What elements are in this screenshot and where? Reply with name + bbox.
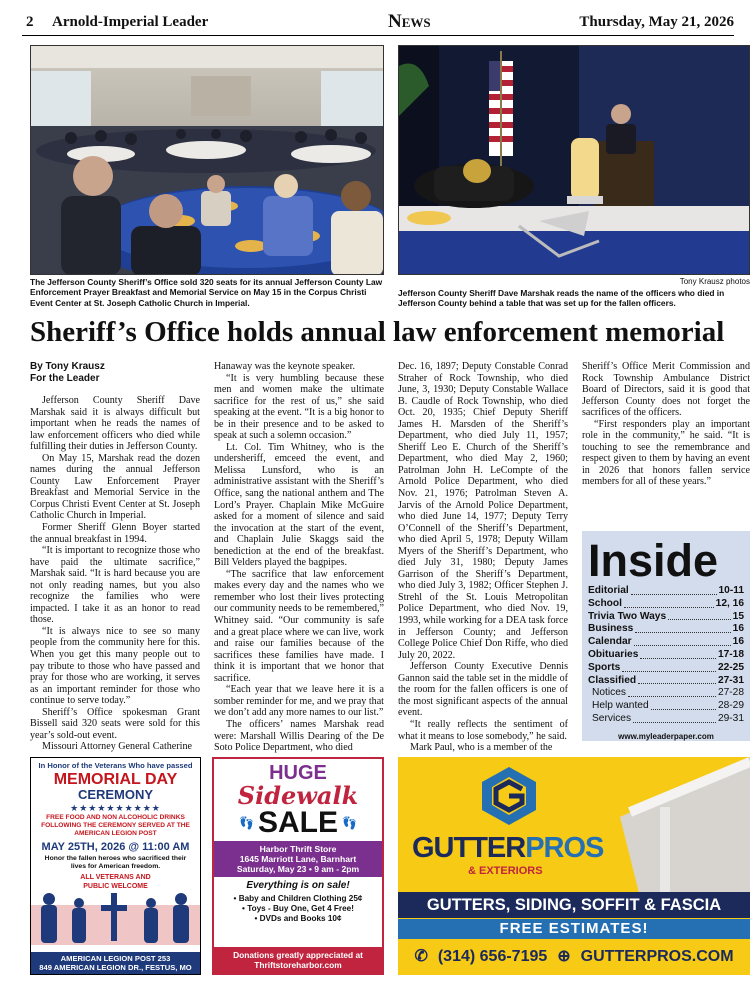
paragraph: “It really reflects the sentiment of what it means to lose somebody,” he said. — [398, 718, 568, 742]
brand-tagline: & EXTERIORS — [468, 865, 543, 877]
globe-icon: ⊕ — [557, 948, 571, 965]
leader-dots — [633, 713, 716, 723]
footprints-icon: 👣 — [342, 816, 357, 830]
inside-entry-label: Notices — [592, 687, 626, 699]
inside-entry — [582, 585, 750, 598]
ad-title: MEMORIAL DAY — [53, 771, 178, 788]
inside-entry — [582, 687, 750, 700]
free-estimates: FREE ESTIMATES! — [398, 919, 750, 939]
legion-memorial-ad[interactable] — [30, 757, 201, 975]
inside-entry-pages: 22-25 — [717, 661, 744, 673]
paragraph: Sheriff’s Office spokesman Grant Bissell said 320 seats were sold for this year’s sold-out event. — [30, 706, 200, 741]
article-column-3 — [398, 361, 568, 754]
inside-entry — [582, 700, 750, 713]
sidewalk-sale-ad[interactable] — [212, 757, 384, 975]
gutter-pros-ad[interactable] — [398, 757, 750, 975]
inside-entry — [582, 611, 750, 624]
ad-everything: Everything is on sale! — [246, 880, 350, 891]
leader-dots — [640, 649, 716, 659]
paragraph: Sheriff’s Office Merit Commission and Rock Township Ambulance District Board of Directors, said it is good that Jefferson County does not forget the sacrifices of the officers. — [582, 361, 750, 419]
paragraph: “First responders play an important role in the community,” he said. “It is touching to see the remembrance and respect given to them by having an event in 2026 that honors fallen service members for all of these years.” — [582, 418, 750, 488]
leader-dots — [631, 585, 717, 595]
leader-dots — [651, 700, 716, 710]
page-number: 2 — [26, 14, 34, 30]
ad-huge: HUGE — [269, 762, 327, 784]
banquet-photo-caption: The Jefferson County Sheriff’s Office sold 320 seats for its annual Jefferson County Law Enforcement Prayer Breakfast and Memorial Service on May 15 in the Corpus Christi Event Center at St. Joseph Catholic Church in Imperial. — [30, 277, 383, 308]
byline-author: By Tony Krausz — [30, 361, 105, 372]
website-link[interactable]: www.myleaderpaper.com — [618, 731, 714, 741]
brand-gutter: GUTTER — [412, 832, 526, 864]
paragraph: On May 15, Marshak read the dozen names during the annual Jefferson County Law Enforcement Prayer Breakfast and Memorial Service in the Corpus Christi Event Center at St. Joseph Catholic Church in Imperial. — [30, 452, 200, 522]
sale-item: • DVDs and Books 10¢ — [254, 914, 342, 924]
inside-entry-pages: 10-11 — [718, 585, 744, 596]
inside-entry-label: Services — [592, 712, 632, 724]
legion-address: 849 AMERICAN LEGION DR., FESTUS, MO — [39, 963, 192, 972]
inside-title: Inside — [588, 535, 719, 586]
house-eave-graphic — [620, 757, 750, 897]
article-column-2 — [214, 361, 384, 754]
inside-entry-label: Editorial — [588, 585, 629, 596]
store-block — [214, 841, 382, 877]
ad-sale: SALE — [257, 806, 338, 839]
sale-footer — [214, 947, 382, 973]
leader-dots — [628, 687, 716, 697]
paragraph: “Each year that we leave here it is a somber reminder for me, and we pray that we don’t add any more names to our list.” — [214, 684, 384, 719]
inside-entry-label: Trivia Two Ways — [588, 610, 667, 622]
legion-post: AMERICAN LEGION POST 253 — [60, 954, 171, 963]
article-column-1 — [30, 361, 200, 753]
inside-entry-label: Sports — [588, 661, 621, 673]
brand-pros: PROS — [525, 832, 604, 864]
inside-entry — [582, 623, 750, 636]
banquet-photo — [30, 45, 384, 275]
leader-dots — [668, 611, 731, 621]
article-headline: Sheriff’s Office holds annual law enforcement memorial — [30, 316, 725, 348]
footprints-icon: 👣 — [239, 816, 254, 830]
paragraph: Dec. 16, 1897; Deputy Constable Conrad Straher of Rock Township, who died June, 3, 1930; Deputy Constable Wallace B. Caudle of Rock Township, who died Oct. 20, 1935; Chief Deputy Sheriff James H. Marsden of the Sheriff’s Department, who died July 11, 1957; Sheriff Leo E. Church of the Sheriff’s Department, who died May 2, 1960; Patrolman John H. LeCompte of the Arnold Police Department, who died Nov. 21, 1976; Patrolman Steven A. Jarvis of the Arnold Police Department, who died June 14, 1977; Deputy Terry O’Connell of the Sheriff’s Department, who died April 5, 1978; Deputy Willam Myers of the Sheriff’s Department, who died July 31, 1980; Deputy James Garrison of the Sheriff’s Department, who died July 3, 1982; Officer Stephen J. Strehl of the St. Louis Metropolitan Police Department, who died Nov. 19, 1993, while working for a DEA task force in Jefferson County; and Jefferson College Police Chief Don Riffe, who died July 20, 2022. — [398, 361, 568, 661]
star-row: ★★★★★★★★★★ — [70, 803, 161, 813]
inside-entry — [582, 636, 750, 649]
inside-index-box — [582, 531, 750, 741]
inside-entry-pages: 15 — [732, 610, 744, 622]
byline-org: For the Leader — [30, 373, 100, 384]
leader-dots — [638, 675, 716, 685]
leader-dots — [622, 662, 716, 672]
inside-entry-label: Classified — [588, 674, 637, 686]
services-banner: GUTTERS, SIDING, SOFFIT & FASCIA — [398, 892, 750, 918]
ad-sidewalk: Sidewalk — [237, 781, 359, 810]
sale-items — [214, 894, 382, 925]
inside-entry-label: Help wanted — [592, 700, 649, 712]
ad-honor: Honor the fallen heroes who sacrificed their lives for American freedom. — [44, 855, 187, 870]
ad-free-food: FREE FOOD AND NON ALCOHOLIC DRINKS FOLLOWING THE CEREMONY SERVED AT THE AMERICAN LEGION POST — [41, 814, 190, 837]
ad-welcome: ALL VETERANS AND PUBLIC WELCOME — [80, 874, 151, 890]
thrift-website[interactable]: Thriftstoreharbor.com — [254, 960, 342, 970]
gutter-logo-icon — [478, 765, 540, 827]
paragraph: Jefferson County Sheriff Dave Marshak said it is always difficult but important when he reads the names of law enforcement officers who died while fulfilling their duties in Jefferson County. — [30, 395, 200, 453]
paragraph: “It is always nice to see so many people from the community here for this. When you get this many people out to pay tribute to those who have passed and pray for those who are working, it serves as an important reminder for those who continue to serve today.” — [30, 625, 200, 707]
paragraph: “It is important to recognize those who have paid the ultimate sacrifice,” Marshak said. “It is hard because you are not only reading names, but you also recognize the families who were impacted. I take it as an honor to read those. — [30, 545, 200, 626]
inside-entry-pages: 12, 16 — [715, 597, 744, 609]
paragraph: “The sacrifice that law enforcement makes every day and the names who we remember who lost their lives protecting our community needs to be remembered,” Whitney said. “Our community is safe and a great place where we can live, work and raise our families because of the sacrifices these families have made. I think it is important that we honor that sacrifice. — [214, 568, 384, 684]
sale-time: Saturday, May 23 • 9 am - 2pm — [236, 864, 360, 874]
store-address: 1645 Marriott Lane, Barnhart — [239, 854, 357, 864]
legion-footer — [31, 952, 200, 974]
inside-entry-pages: 29-31 — [717, 712, 744, 724]
sale-item: • Baby and Children Clothing 25¢ — [233, 894, 363, 903]
memorial-table-photo — [398, 45, 750, 275]
phone-icon: ✆ — [414, 948, 428, 965]
inside-entry-label: Obituaries — [588, 648, 639, 660]
inside-entry-label: Business — [588, 623, 634, 635]
inside-entry — [582, 662, 750, 675]
contact-row — [398, 945, 750, 969]
ad-subtitle: CEREMONY — [77, 787, 154, 802]
paragraph: “It is very humbling because these men and women make the ultimate sacrifice for the rest of us,” she said speaking at the event. “It is a big honor to be in their presence and to be asked to speak at such a solemn occasion.” — [214, 372, 384, 442]
photo-credit: Tony Krausz photos — [679, 277, 750, 286]
store-name: Harbor Thrift Store — [259, 844, 337, 854]
leader-dots — [635, 623, 730, 633]
paragraph: Hanaway was the keynote speaker. — [214, 361, 355, 372]
gutter-website[interactable]: GUTTERPROS.COM — [580, 948, 734, 965]
gutter-brand — [412, 833, 603, 863]
section-name: News — [388, 11, 431, 32]
ad-sale-word — [214, 808, 382, 838]
soldier-silhouettes — [31, 885, 200, 945]
byline — [30, 361, 200, 385]
memorial-photo-caption: Jefferson County Sheriff Dave Marshak reads the name of the officers who died in Jefferson County behind a table that was set up for the fallen officers. — [398, 288, 725, 309]
inside-entry — [582, 675, 750, 688]
inside-entry — [582, 598, 750, 611]
paragraph: Lt. Col. Tim Whitney, who is the undersheriff, emceed the event, and Melissa Lunsford, who is an administrative assistant with the Sheriff’s Office, sang the national anthem and The Lord’s Prayer. Chaplain Mike McGuire asked for a moment of silence and said the invocation at the start of the event, and Chaplain Julie Skaggs said the benediction at the end of the breakfast. Bill Velders played the bagpipes. — [214, 441, 384, 569]
inside-entry-pages: 16 — [732, 623, 744, 635]
paragraph: Mark Paul, who is a member of the — [410, 742, 553, 754]
running-header — [22, 8, 734, 36]
leader-dots — [624, 598, 714, 608]
inside-entry-pages: 27-31 — [717, 674, 744, 686]
paragraph: Former Sheriff Glenn Boyer started the annual breakfast in 1994. — [30, 522, 200, 545]
publication-name: Arnold-Imperial Leader — [52, 14, 209, 30]
sale-item: • Toys - Buy One, Get 4 Free! — [242, 904, 354, 914]
ad-intro: In Honor of the Veterans Who have passed — [38, 761, 193, 770]
inside-entry-pages: 27-28 — [717, 687, 744, 699]
leader-dots — [634, 636, 731, 646]
inside-entry — [582, 713, 750, 726]
paragraph: Missouri Attorney General Catherine — [42, 741, 192, 753]
paragraph: Jefferson County Executive Dennis Gannon said the table set in the middle of the room for the fallen officers is one of the most significant aspects of the annual event. — [398, 661, 568, 719]
inside-entry-pages: 28-29 — [717, 700, 744, 712]
inside-entry-pages: 16 — [732, 636, 744, 648]
inside-entries — [582, 585, 750, 726]
inside-entry-label: School — [588, 597, 622, 609]
gutter-phone[interactable]: (314) 656-7195 — [437, 948, 548, 965]
inside-entry-label: Calendar — [588, 636, 632, 648]
article-column-4 — [582, 361, 750, 488]
ad-date: MAY 25TH, 2026 @ 11:00 AM — [41, 841, 190, 853]
donations-text: Donations greatly appreciated at — [233, 950, 363, 960]
inside-entry — [582, 649, 750, 662]
inside-entry-pages: 17-18 — [717, 648, 744, 660]
issue-date: Thursday, May 21, 2026 — [579, 14, 734, 30]
paragraph: The officers’ names Marshak read were: Marshall Willis Dearing of the De Soto Police Department, who died — [214, 718, 384, 754]
